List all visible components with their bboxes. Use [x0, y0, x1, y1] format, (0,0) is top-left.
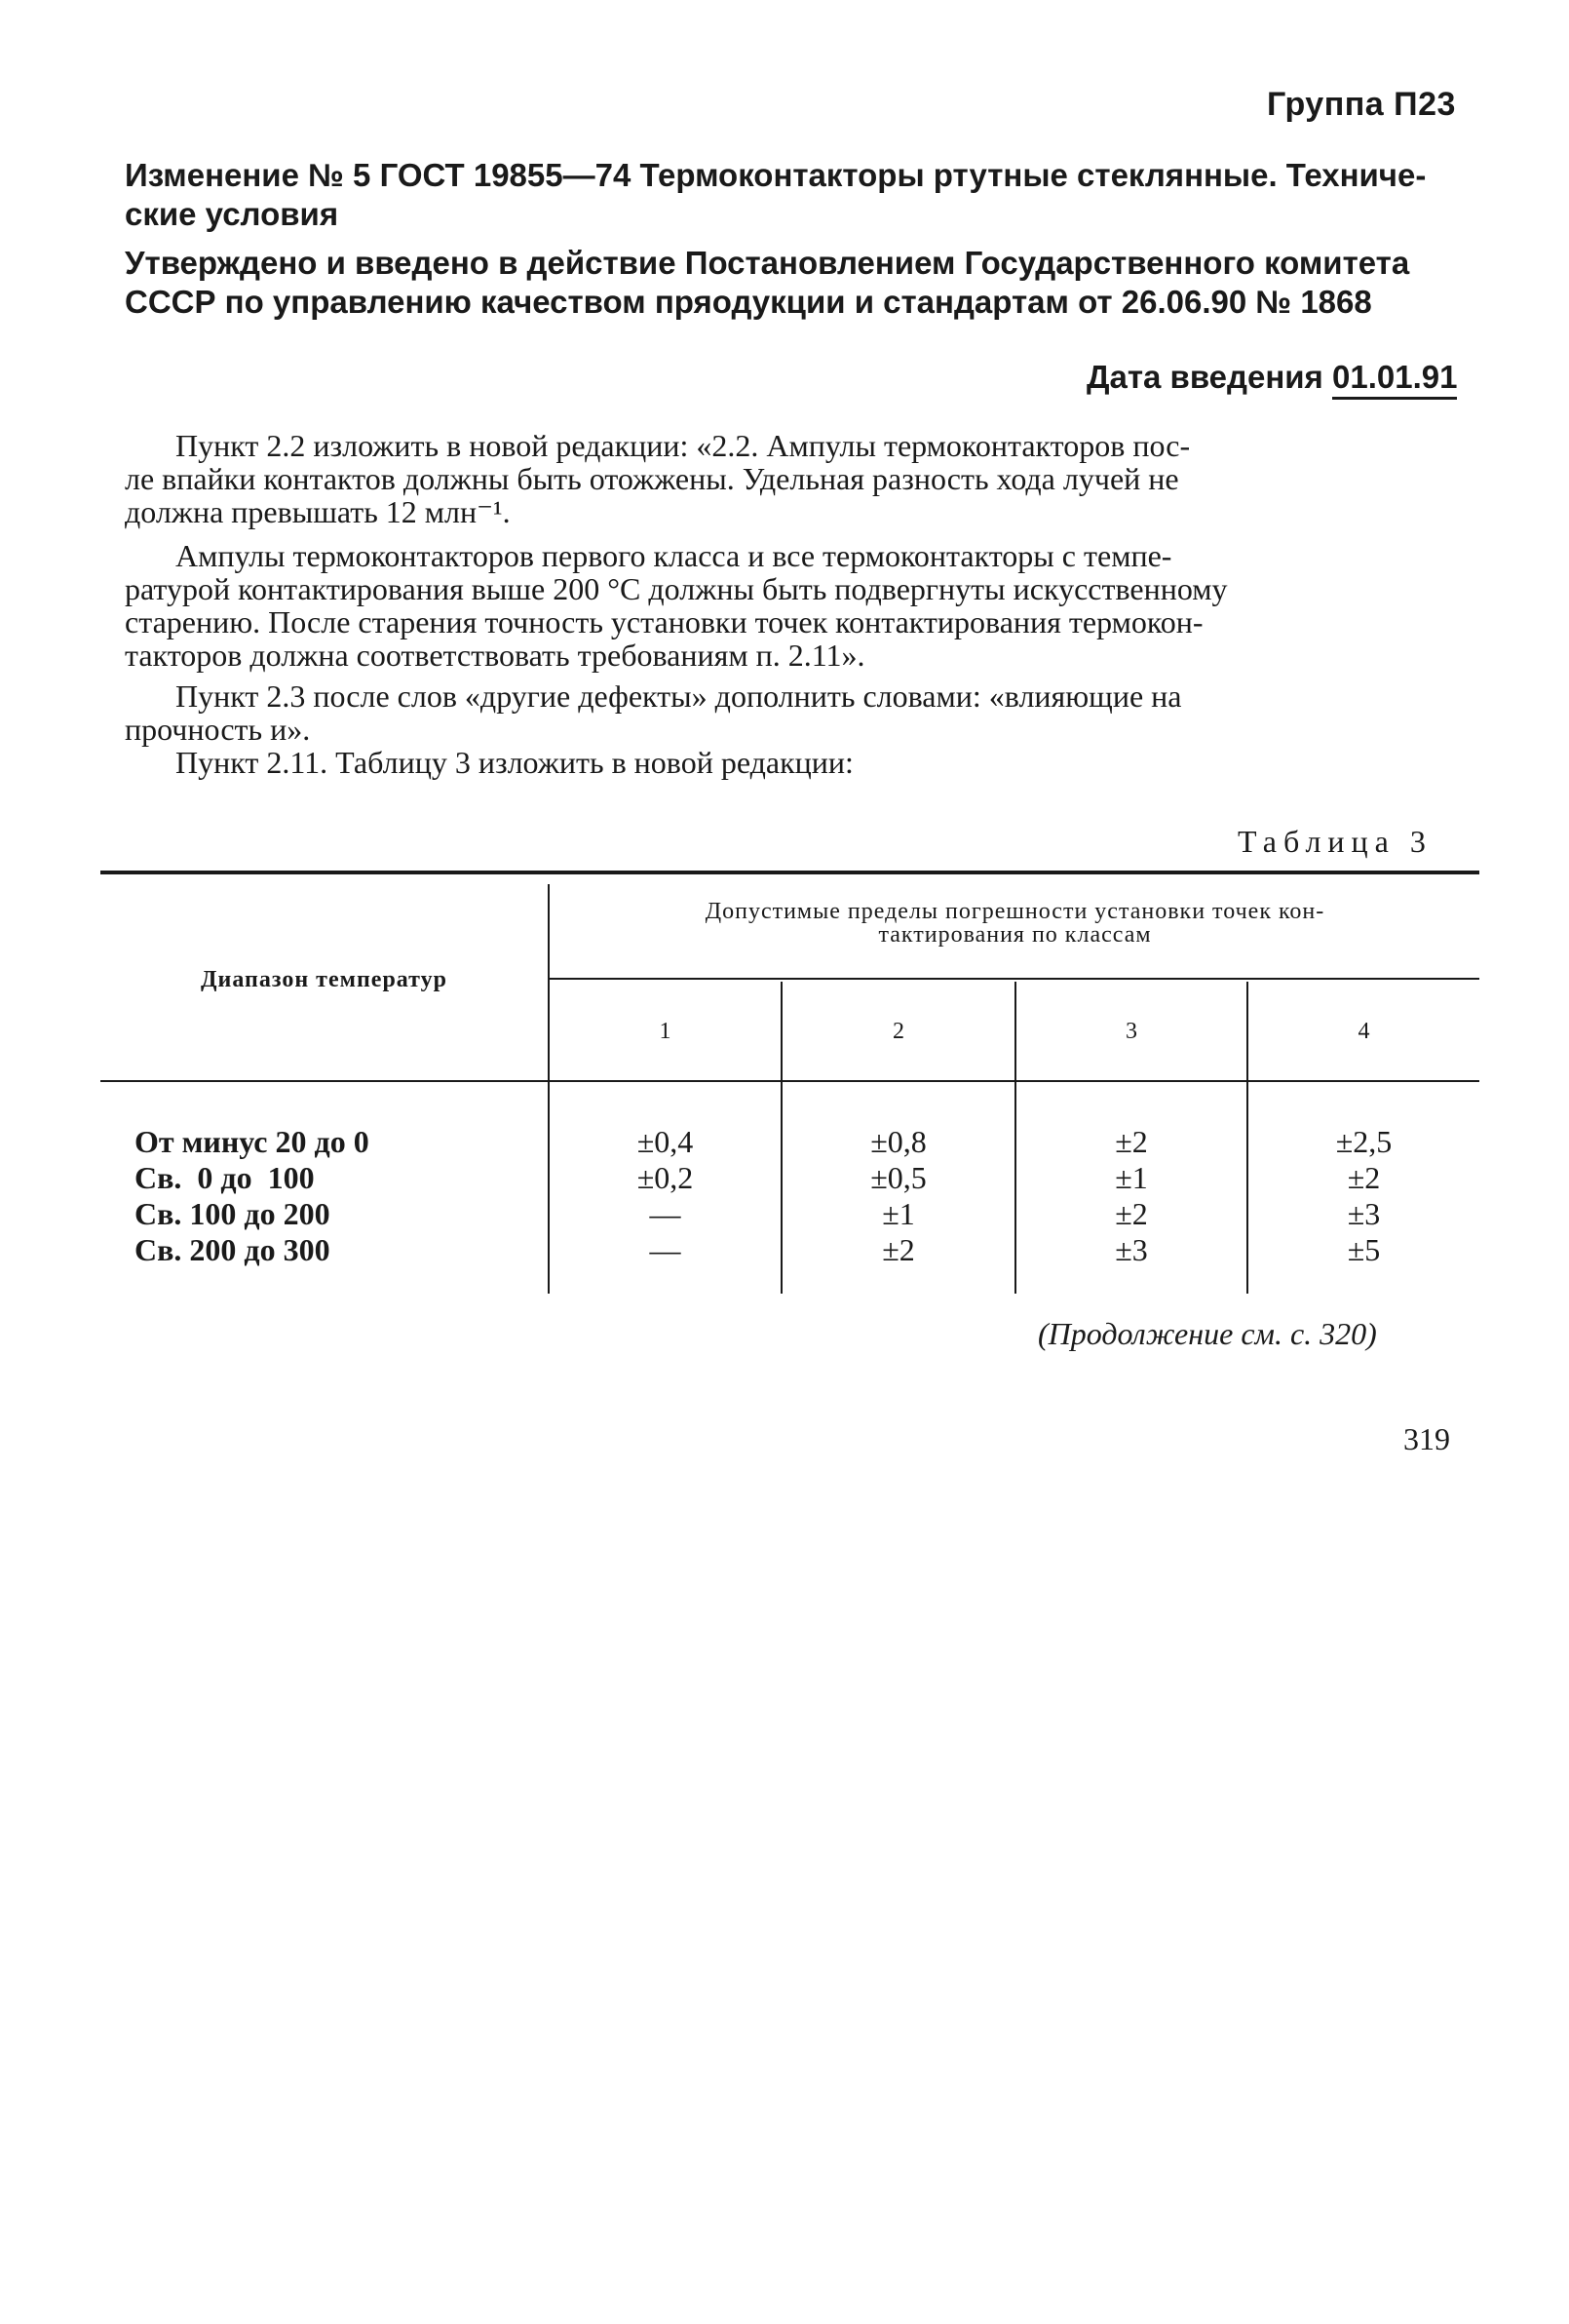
approval-line-2: СССР по управлению качеством пряодукции и стандартам от 26.06.90 № 1868 [125, 284, 1372, 320]
paragraph-line: ратурой контактирования выше 200 °С должны быть подвергнуты искусственному [125, 571, 1228, 606]
class-4-header: 4 [1358, 1019, 1370, 1044]
tolerance-table [100, 863, 1479, 1301]
paragraph-line: такторов должна соответствовать требованиям п. 2.11». [125, 638, 865, 673]
class-3-values [1016, 1124, 1246, 1268]
row-range: От минус 20 до 0 [134, 1124, 369, 1159]
change-title-line-1: Изменение № 5 ГОСТ 19855—74 Термоконтакторы ртутные стеклянные. Техниче- [125, 157, 1427, 193]
table-cell: ±2 [1115, 1124, 1148, 1159]
page-number: 319 [1403, 1421, 1450, 1456]
table-cell: ±0,5 [870, 1160, 927, 1195]
table-cell: ±0,4 [636, 1124, 694, 1159]
table-cell: — [649, 1196, 681, 1231]
row-range: Св. 0 до 100 [134, 1160, 315, 1195]
effective-date [1087, 359, 1457, 396]
paragraph-line: прочность и». [125, 712, 311, 747]
table-cell: ±2 [1347, 1160, 1381, 1195]
effective-date-value: 01.01.91 [1332, 359, 1457, 400]
class-1-values [550, 1124, 781, 1268]
row-range: Св. 200 до 300 [134, 1232, 330, 1267]
table-cell: ±3 [1347, 1196, 1381, 1231]
header-tolerance-limits [551, 900, 1479, 947]
table-cell: ±5 [1347, 1232, 1381, 1267]
table-cell: ±1 [1115, 1160, 1148, 1195]
change-title [125, 156, 1479, 234]
header-tolerance-line-2: тактирования по классам [878, 922, 1152, 948]
table-subheader-rule [548, 978, 1479, 980]
table-caption: Таблица 3 [1238, 824, 1433, 859]
table-cell: ±2 [1115, 1196, 1148, 1231]
class-4-values [1248, 1124, 1479, 1268]
approval-line-1: Утверждено и введено в действие Постановлением Государственного комитета [125, 245, 1410, 281]
paragraph-ampoules [125, 539, 1479, 672]
class-3-header: 3 [1126, 1019, 1137, 1044]
paragraph-line: старению. После старения точность установки точек контактирования термокон- [125, 604, 1204, 639]
table-cell: ±3 [1115, 1232, 1148, 1267]
row-range: Св. 100 до 200 [134, 1196, 330, 1231]
paragraph-line: Ампулы термоконтакторов первого класса и все термоконтакторы с темпе- [175, 538, 1172, 573]
class-1-header: 1 [659, 1019, 671, 1044]
class-2-values [783, 1124, 1014, 1268]
table-cell: ±2 [882, 1232, 915, 1267]
paragraph-line: ле впайки контактов должны быть отожжены. Удельная разность хода лучей не [125, 461, 1179, 496]
paragraph-2-2 [125, 429, 1479, 528]
group-label: Группа П23 [1267, 86, 1456, 123]
table-cell: — [649, 1232, 681, 1267]
table-row-labels [134, 1124, 544, 1268]
paragraph-line: должна превышать 12 млн⁻¹. [125, 494, 511, 529]
change-title-line-2: ские условия [125, 196, 339, 232]
class-2-header: 2 [893, 1019, 904, 1044]
paragraph-2-3 [125, 679, 1479, 746]
continuation-note: (Продолжение см. с. 320) [1038, 1316, 1377, 1351]
approval-statement [125, 244, 1479, 322]
paragraph-2-11 [125, 746, 1479, 779]
paragraph-line: Пункт 2.2 изложить в новой редакции: «2.2. Ампулы термоконтакторов пос- [175, 428, 1191, 463]
table-header-rule [100, 1080, 1479, 1082]
table-cell: ±2,5 [1335, 1124, 1393, 1159]
table-cell: ±0,8 [870, 1124, 927, 1159]
header-temperature-range: Диапазон температур [201, 967, 447, 992]
effective-date-label: Дата введения [1087, 359, 1323, 395]
paragraph-line: Пункт 2.3 после слов «другие дефекты» дополнить словами: «влияющие на [175, 678, 1182, 714]
paragraph-line: Пункт 2.11. Таблицу 3 изложить в новой редакции: [175, 745, 854, 780]
table-top-rule [100, 871, 1479, 874]
header-tolerance-line-1: Допустимые пределы погрешности установки точек кон- [705, 899, 1325, 924]
table-cell: ±0,2 [636, 1160, 694, 1195]
table-cell: ±1 [882, 1196, 915, 1231]
